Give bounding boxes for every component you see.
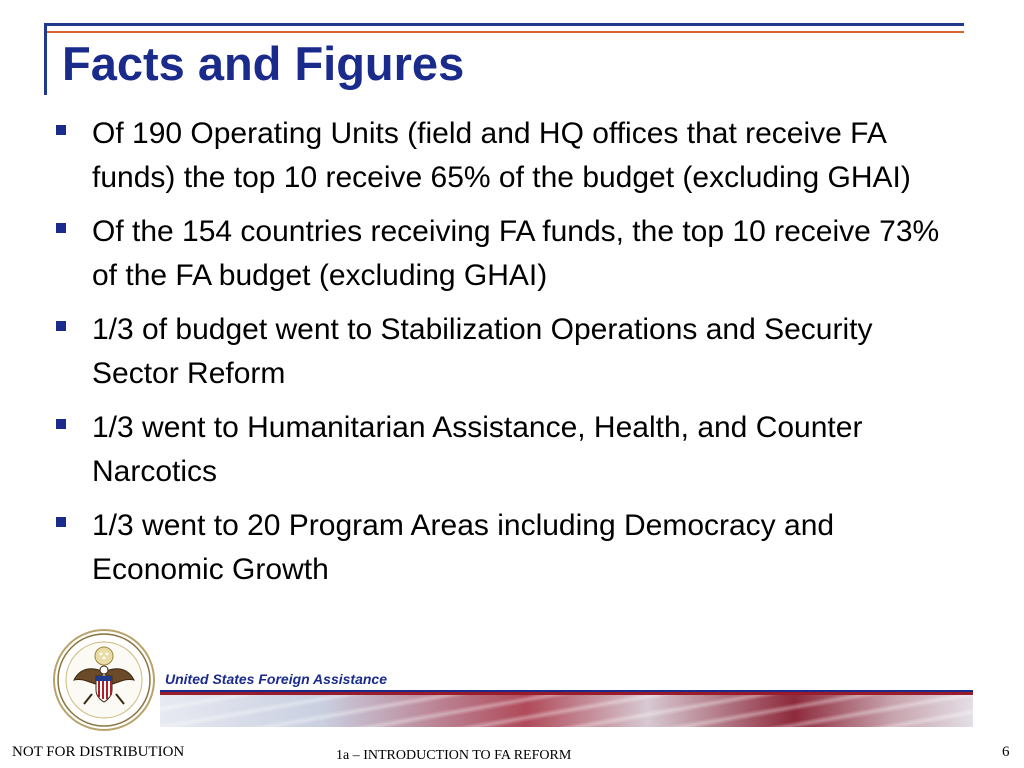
bullet-text: 1/3 went to Humanitarian Assistance, Health, and Counter Narcotics xyxy=(92,411,863,488)
list-item xyxy=(56,308,956,396)
bullet-text: 1/3 went to 20 Program Areas including Democracy and Economic Growth xyxy=(92,509,835,586)
list-item xyxy=(56,504,956,592)
square-bullet-icon xyxy=(56,223,66,233)
us-seal-icon xyxy=(52,628,156,732)
bullet-text: Of 190 Operating Units (field and HQ offices that receive FA funds) the top 10 receive 65% of the budget (excluding GHAI) xyxy=(92,117,911,194)
square-bullet-icon xyxy=(56,419,66,429)
footer-section-title: 1a – INTRODUCTION TO FA REFORM xyxy=(336,748,572,763)
list-item xyxy=(56,406,956,494)
footer-distribution-notice: NOT FOR DISTRIBUTION xyxy=(12,744,185,760)
banner-label: United States Foreign Assistance xyxy=(165,671,387,687)
header-rule-blue xyxy=(44,23,964,26)
list-item xyxy=(56,210,956,298)
bullet-text: 1/3 of budget went to Stabilization Operations and Security Sector Reform xyxy=(92,313,873,390)
bullet-text: Of the 154 countries receiving FA funds, the top 10 receive 73% of the FA budget (excluding GHAI) xyxy=(92,215,940,292)
header-rule-orange xyxy=(44,31,964,33)
bullet-list xyxy=(56,112,956,602)
list-item xyxy=(56,112,956,200)
square-bullet-icon xyxy=(56,125,66,135)
flag-banner-image xyxy=(160,695,973,727)
footer-page-number: 6 xyxy=(1002,744,1010,760)
slide-title: Facts and Figures xyxy=(62,37,465,90)
header-rule-left xyxy=(44,23,47,95)
square-bullet-icon xyxy=(56,517,66,527)
square-bullet-icon xyxy=(56,321,66,331)
